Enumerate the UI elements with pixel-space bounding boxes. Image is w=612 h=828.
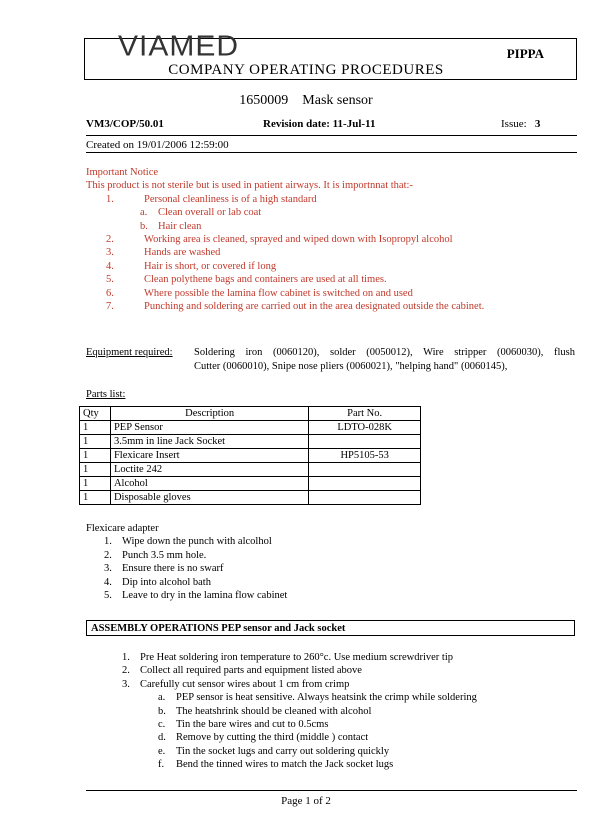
table-row: 1 Alcohol [80, 477, 421, 491]
header-rule [86, 135, 577, 136]
flexicare-title: Flexicare adapter [86, 523, 159, 534]
assembly-heading: ASSEMBLY OPERATIONS PEP sensor and Jack socket [86, 620, 575, 636]
col-description: Description [110, 407, 308, 421]
equipment-line-2: Cutter (0060010), Snipe nose pliers (0060021), "helping hand" (0060145), [194, 361, 508, 372]
company-logo: VIAMED [118, 30, 240, 63]
table-row: 1 Disposable gloves [80, 491, 421, 505]
sub-list-item: f. Bend the tinned wires to match the Jack socket lugs [158, 759, 394, 771]
sub-list-item: a. PEP sensor is heat sensitive. Always heatsink the crimp while soldering [158, 692, 477, 704]
notice-intro: This product is not sterile but is used in patient airways. It is importnnat that:- [86, 180, 413, 192]
doc-title [0, 93, 612, 109]
revision-date: Revision date: 11-Jul-11 [263, 118, 376, 130]
equipment-line-1: Soldering iron (0060120), solder (0050012), Wire stripper (0060030), flush [194, 347, 575, 358]
doc-number: 1650009 [239, 93, 289, 108]
doc-name: Mask sensor [302, 93, 373, 108]
notice-item: 1. Personal cleanliness is of a high standard [106, 193, 317, 205]
notice-item: 3. Hands are washed [106, 247, 221, 259]
flexicare-section [86, 522, 287, 602]
table-row: 1 3.5mm in line Jack Socket [80, 435, 421, 449]
footer-rule [86, 790, 577, 791]
table-row: 1 PEP Sensor LDTO-028K [80, 421, 421, 435]
sub-list-item: d. Remove by cutting the third (middle ) contact [158, 732, 369, 744]
notice-title: Important Notice [86, 167, 159, 178]
sub-list-item: e. Tin the socket lugs and carry out soldering quickly [158, 745, 390, 757]
list-item: 1. Pre Heat soldering iron temperature to 260°c. Use medium screwdriver tip [122, 652, 453, 663]
notice-subitem: a. Clean overall or lab coat [140, 207, 262, 219]
assembly-steps [122, 651, 477, 772]
list-item: 3. Ensure there is no swarf [104, 563, 224, 575]
issue-number: 3 [534, 118, 541, 130]
doc-ref: VM3/COP/50.01 [86, 118, 164, 130]
created-on: Created on 19/01/2006 12:59:00 [86, 139, 229, 151]
table-header-row [80, 407, 421, 421]
notice-item: 5. Clean polythene bags and containers are used at all times. [106, 274, 387, 286]
list-item: 4. Dip into alcohol bath [104, 576, 211, 588]
issue [501, 118, 540, 130]
list-item: 2. Punch 3.5 mm hole. [104, 549, 207, 561]
notice-item: 7. Punching and soldering are carried out in the area designated outside the cabinet. [106, 301, 485, 313]
list-item: 5. Leave to dry in the lamina flow cabinet [104, 590, 288, 602]
parts-table [79, 406, 421, 505]
notice-item: 4. Hair is short, or covered if long [106, 260, 277, 272]
page-number: Page 1 of 2 [281, 795, 331, 807]
sub-list-item: b. The heatshrink should be cleaned with alcohol [158, 705, 372, 717]
col-part-no: Part No. [309, 407, 421, 421]
list-item: 3. Carefully cut sensor wires about 1 cm from crimp [122, 678, 350, 690]
issue-label: Issue: [501, 118, 527, 130]
parts-label: Parts list: [86, 389, 126, 400]
notice-item: 6. Where possible the lamina flow cabinet is switched on and used [106, 287, 413, 299]
cop-title: COMPANY OPERATING PROCEDURES [168, 62, 444, 78]
notice-section [86, 166, 484, 313]
col-qty: Qty [80, 407, 111, 421]
equipment-label: Equipment required: [86, 347, 173, 358]
notice-item: 2. Working area is cleaned, sprayed and wiped down with Isopropyl alcohol [106, 234, 453, 246]
created-rule [86, 152, 577, 153]
list-item: 2. Collect all required parts and equipment listed above [122, 665, 362, 677]
notice-subitem: b. Hair clean [140, 220, 202, 232]
table-row: 1 Loctite 242 [80, 463, 421, 477]
table-row: 1 Flexicare Insert HP5105-53 [80, 449, 421, 463]
list-item: 1. Wipe down the punch with alcolhol [104, 536, 272, 548]
sub-list-item: c. Tin the bare wires and cut to 0.5cms [158, 719, 329, 731]
product-code: PIPPA [506, 46, 544, 61]
